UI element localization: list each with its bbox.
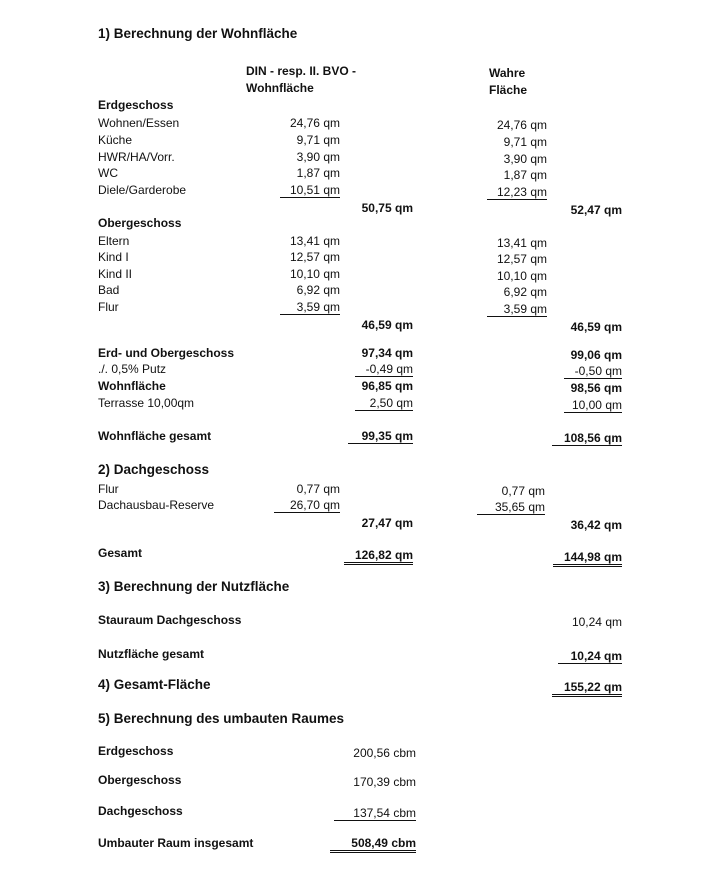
column-din-header-line1: DIN - resp. II. BVO - <box>246 64 357 78</box>
summary-cell-din: -0,49 qm <box>355 362 413 377</box>
table-row-label: Dachausbau-Reserve <box>98 498 215 512</box>
summary-cell-true: 10,00 qm <box>564 398 622 413</box>
table-row-label: Eltern <box>98 234 130 248</box>
section-5-title: 5) Berechnung des umbauten Raumes <box>98 711 345 726</box>
stauraum-label: Stauraum Dachgeschoss <box>98 613 242 627</box>
summary-cell-din: 96,85 qm <box>361 379 413 393</box>
umbauter-raum-row-value: 170,39 cbm <box>353 775 416 789</box>
table-cell-din: 3,90 qm <box>296 150 340 164</box>
table-cell-din: 12,57 qm <box>289 250 340 264</box>
umbauter-raum-total-label: Umbauter Raum insgesamt <box>98 836 254 850</box>
wohnflaeche-gesamt-label: Wohnfläche gesamt <box>98 429 212 443</box>
gesamt-din: 126,82 qm <box>344 548 413 565</box>
umbauter-raum-row-value: 137,54 cbm <box>334 806 416 821</box>
table-cell-true: 24,76 qm <box>496 118 547 132</box>
summary-cell-din: 97,34 qm <box>361 346 413 360</box>
table-cell-din: 10,10 qm <box>289 267 340 281</box>
erdgeschoss-sum-din: 50,75 qm <box>361 201 413 215</box>
column-din-header-line2: Wohnfläche <box>246 81 314 95</box>
section-3-title: 3) Berechnung der Nutzfläche <box>98 579 290 594</box>
obergeschoss-heading: Obergeschoss <box>98 216 182 230</box>
erdgeschoss-sum-true: 52,47 qm <box>570 203 622 217</box>
table-row-label: Diele/Garderobe <box>98 183 187 197</box>
summary-cell-true: 98,56 qm <box>570 381 622 395</box>
table-row-label: Bad <box>98 283 120 297</box>
table-cell-din: 9,71 qm <box>296 133 340 147</box>
table-row-label: WC <box>98 166 118 180</box>
column-true-area-header-line2: Fläche <box>489 83 528 97</box>
table-cell-true: 3,59 qm <box>487 302 547 317</box>
dachgeschoss-sum-din: 27,47 qm <box>361 516 413 530</box>
section-4-title: 4) Gesamt-Fläche <box>98 677 211 692</box>
summary-cell-din: 2,50 qm <box>355 396 413 411</box>
table-cell-true: 12,23 qm <box>487 185 547 200</box>
table-cell-din: 6,92 qm <box>296 283 340 297</box>
table-cell-din: 13,41 qm <box>289 234 340 248</box>
umbauter-raum-row-label: Erdgeschoss <box>98 744 174 758</box>
table-row-label: Wohnen/Essen <box>98 116 180 130</box>
table-cell-true: 0,77 qm <box>501 484 545 498</box>
section-2-title: 2) Dachgeschoss <box>98 462 210 477</box>
nutzflaeche-gesamt-label: Nutzfläche gesamt <box>98 647 205 661</box>
table-row-label: HWR/HA/Vorr. <box>98 150 175 164</box>
table-row-label: Küche <box>98 133 133 147</box>
summary-cell-true: -0,50 qm <box>564 364 622 379</box>
table-cell-din: 0,77 qm <box>296 482 340 496</box>
gesamt-label: Gesamt <box>98 546 143 560</box>
table-cell-din: 24,76 qm <box>289 116 340 130</box>
dachgeschoss-sum-true: 36,42 qm <box>570 518 622 532</box>
table-cell-true: 3,90 qm <box>503 152 547 166</box>
obergeschoss-sum-din: 46,59 qm <box>361 318 413 332</box>
column-true-area-header-line1: Wahre <box>489 66 526 80</box>
table-row-label: Flur <box>98 300 119 314</box>
summary-row-label: Erd- und Obergeschoss <box>98 346 235 360</box>
table-cell-din: 1,87 qm <box>296 166 340 180</box>
wohnflaeche-gesamt-true: 108,56 qm <box>552 431 622 446</box>
erdgeschoss-heading: Erdgeschoss <box>98 98 174 112</box>
table-cell-true: 13,41 qm <box>496 236 547 250</box>
nutzflaeche-gesamt-value: 10,24 qm <box>558 649 622 664</box>
table-cell-true: 10,10 qm <box>496 269 547 283</box>
table-row-label: Flur <box>98 482 119 496</box>
table-cell-din: 26,70 qm <box>274 498 340 513</box>
umbauter-raum-row-label: Dachgeschoss <box>98 804 183 818</box>
table-cell-din: 10,51 qm <box>280 183 340 198</box>
table-row-label: Kind II <box>98 267 133 281</box>
table-cell-true: 9,71 qm <box>503 135 547 149</box>
umbauter-raum-row-label: Obergeschoss <box>98 773 182 787</box>
stauraum-value: 10,24 qm <box>571 615 622 629</box>
table-cell-true: 12,57 qm <box>496 252 547 266</box>
table-row-label: Kind I <box>98 250 129 264</box>
gesamt-true: 144,98 qm <box>553 550 622 567</box>
gesamt-flaeche-value: 155,22 qm <box>552 680 622 697</box>
table-cell-true: 35,65 qm <box>477 500 545 515</box>
umbauter-raum-total-value: 508,49 cbm <box>330 836 416 853</box>
table-cell-true: 1,87 qm <box>503 168 547 182</box>
summary-cell-true: 99,06 qm <box>570 348 622 362</box>
section-1-title: 1) Berechnung der Wohnfläche <box>98 26 298 41</box>
summary-row-label: Terrasse 10,00qm <box>98 396 195 410</box>
wohnflaeche-gesamt-din: 99,35 qm <box>348 429 413 444</box>
obergeschoss-sum-true: 46,59 qm <box>570 320 622 334</box>
umbauter-raum-row-value: 200,56 cbm <box>353 746 416 760</box>
table-cell-true: 6,92 qm <box>503 285 547 299</box>
summary-row-label: Wohnfläche <box>98 379 166 393</box>
summary-row-label: ./. 0,5% Putz <box>98 362 167 376</box>
table-cell-din: 3,59 qm <box>280 300 340 315</box>
